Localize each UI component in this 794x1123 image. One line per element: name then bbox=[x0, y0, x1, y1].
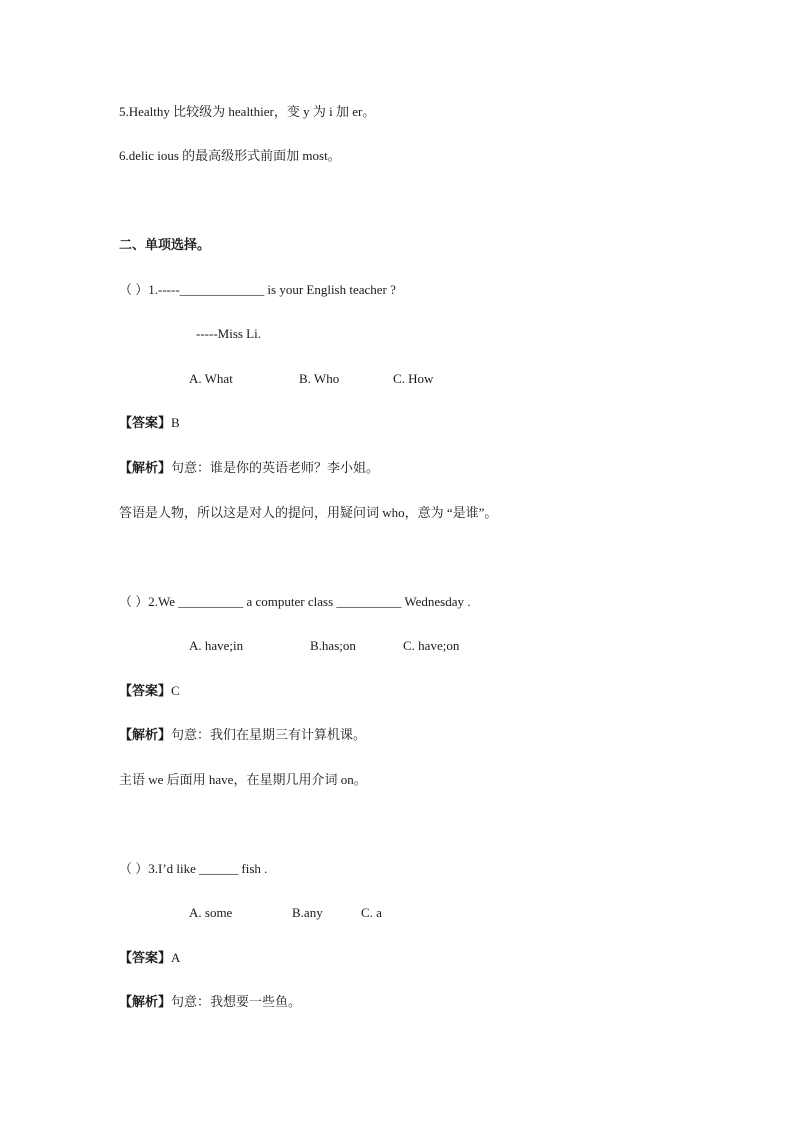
question-2-explanation: 主语 we 后面用 have，在星期几用介词 on。 bbox=[119, 772, 367, 787]
tag-content: 句意：我想要一些鱼。 bbox=[171, 994, 302, 1009]
question-1-stem: （ ）1.-----_____________ is your English teacher ? bbox=[119, 282, 396, 297]
question-3-answer bbox=[119, 949, 180, 967]
note-line-5: 5.Healthy 比较级为 healthier，变 y 为 i 加 er。 bbox=[119, 104, 376, 119]
option-a: A. What bbox=[189, 371, 233, 386]
option-c: C. How bbox=[393, 371, 434, 386]
tag-label: 【解析】 bbox=[119, 994, 172, 1009]
question-1-answer bbox=[119, 414, 180, 432]
option-b: B. Who bbox=[299, 371, 340, 386]
question-1-analysis bbox=[119, 459, 379, 477]
tag-label: 【答案】 bbox=[119, 415, 172, 430]
option-b: B.any bbox=[292, 905, 323, 920]
tag-label: 【解析】 bbox=[119, 727, 172, 742]
option-c: C. a bbox=[361, 905, 382, 920]
tag-label: 【答案】 bbox=[119, 683, 172, 698]
tag-content: A bbox=[171, 950, 181, 965]
question-1-reply: -----Miss Li. bbox=[196, 326, 261, 341]
question-1-explanation: 答语是人物，所以这是对人的提问，用疑问词 who，意为 “是谁”。 bbox=[119, 505, 498, 520]
option-c: C. have;on bbox=[403, 638, 460, 653]
question-3-analysis bbox=[119, 993, 301, 1011]
section-heading: 二、单项选择。 bbox=[119, 237, 211, 252]
question-3-options bbox=[189, 904, 382, 922]
option-a: A. have;in bbox=[189, 638, 244, 653]
tag-content: C bbox=[171, 683, 180, 698]
question-2-answer bbox=[119, 682, 180, 700]
note-line-6: 6.delic ious 的最高级形式前面加 most。 bbox=[119, 148, 341, 163]
tag-label: 【答案】 bbox=[119, 950, 172, 965]
question-2-options bbox=[189, 637, 459, 655]
question-2-stem: （ ）2.We __________ a computer class __________ Wednesday . bbox=[119, 594, 471, 609]
tag-content: 句意：谁是你的英语老师？李小姐。 bbox=[171, 460, 380, 475]
question-2-analysis bbox=[119, 726, 366, 744]
tag-label: 【解析】 bbox=[119, 460, 172, 475]
tag-content: B bbox=[171, 415, 180, 430]
option-a: A. some bbox=[189, 905, 233, 920]
question-1-options bbox=[189, 370, 433, 388]
option-b: B.has;on bbox=[310, 638, 356, 653]
question-3-stem: （ ）3.I’d like ______ fish . bbox=[119, 861, 268, 876]
tag-content: 句意：我们在星期三有计算机课。 bbox=[171, 727, 367, 742]
